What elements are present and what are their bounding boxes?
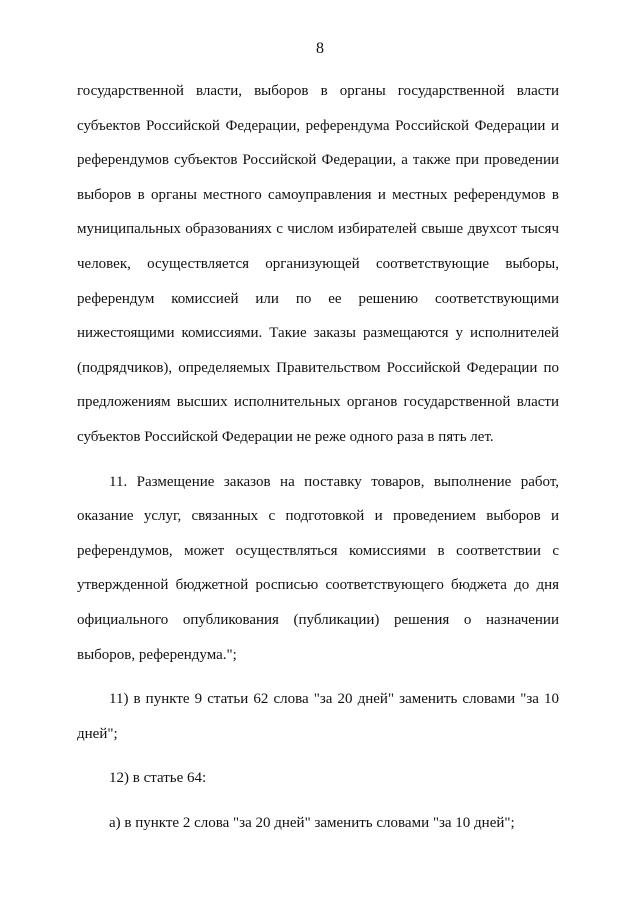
paragraph-amendment-12 xyxy=(77,761,559,796)
text-line: референдум комиссией или по ее решению соответствующими xyxy=(77,290,559,307)
text-line: 11. Размещение заказов на поставку товаров, выполнение работ, xyxy=(109,473,559,490)
text-line: предложениям высших исполнительных органов государственной власти xyxy=(77,394,559,411)
paragraph-amendment-11 xyxy=(77,682,559,751)
text-line: человек, осуществляется организующей соответствующие выборы, xyxy=(77,255,559,272)
paragraph-amendment-12a xyxy=(77,806,559,841)
document-body xyxy=(77,74,559,840)
text-line: нижестоящими комиссиями. Такие заказы размещаются у исполнителей xyxy=(77,325,559,342)
text-line: 12) в статье 64: xyxy=(109,770,207,787)
text-line: выборов в органы местного самоуправления и местных референдумов в xyxy=(77,186,559,203)
text-line: утвержденной бюджетной росписью соответствующего бюджета до дня xyxy=(77,577,559,594)
text-line: выборов, референдума."; xyxy=(77,646,237,663)
text-line: государственной власти, выборов в органы государственной власти xyxy=(77,83,559,99)
text-line: оказание услуг, связанных с подготовкой и проведением выборов и xyxy=(77,508,559,525)
text-line: субъектов Российской Федерации не реже одного раза в пять лет. xyxy=(77,428,494,445)
paragraph-continuation xyxy=(77,74,559,455)
paragraph-item-11 xyxy=(77,465,559,673)
text-line: муниципальных образованиях с числом избирателей свыше двухсот тысяч xyxy=(77,221,559,238)
page-number: 8 xyxy=(316,40,324,57)
text-line: референдумов субъектов Российской Федерации, а также при проведении xyxy=(77,152,559,169)
text-line: (подрядчиков), определяемых Правительством Российской Федерации по xyxy=(77,359,559,376)
text-line: официального опубликования (публикации) решения о назначении xyxy=(77,611,559,628)
text-line: а) в пункте 2 слова "за 20 дней" заменить словами "за 10 дней"; xyxy=(109,814,515,831)
text-line: 11) в пункте 9 статьи 62 слова "за 20 дней" заменить словами xyxy=(109,691,516,708)
text-line: субъектов Российской Федерации, референдума Российской Федерации и xyxy=(77,117,559,134)
text-line: референдумов, может осуществляться комиссиями в соответствии с xyxy=(77,542,559,559)
text-line: "за 10 дней"; xyxy=(77,691,560,742)
